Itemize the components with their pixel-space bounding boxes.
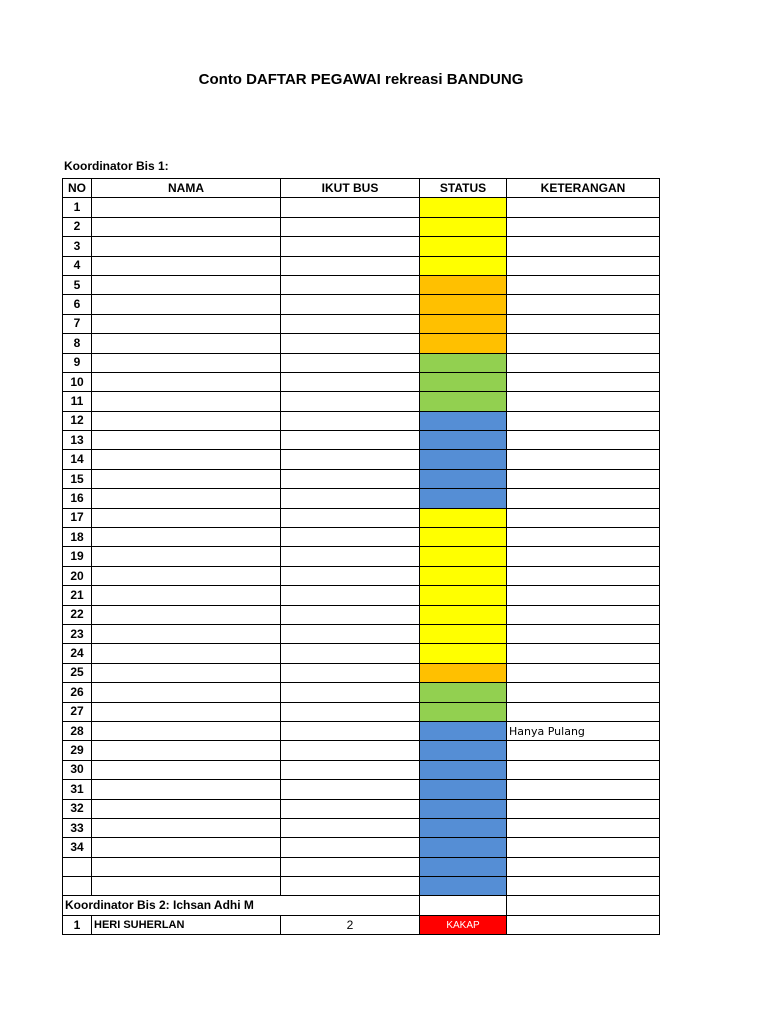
cell-status[interactable]: [420, 469, 507, 488]
cell-status[interactable]: [420, 586, 507, 605]
coordinator-bus-1-label: Koordinator Bis 1:: [64, 159, 169, 173]
table-row: [63, 624, 660, 643]
cell-nama[interactable]: [92, 295, 281, 314]
table-row: [63, 547, 660, 566]
cell-ikut-bus[interactable]: [281, 780, 420, 799]
cell-status[interactable]: [420, 256, 507, 275]
cell-ikut-bus[interactable]: [281, 702, 420, 721]
cell-ikut-bus[interactable]: 2: [281, 915, 420, 934]
cell-no[interactable]: 17: [63, 508, 92, 527]
cell-status[interactable]: [420, 372, 507, 391]
cell-nama[interactable]: [92, 528, 281, 547]
cell-keterangan[interactable]: [507, 915, 660, 934]
cell-nama[interactable]: [92, 353, 281, 372]
cell-ikut-bus[interactable]: [281, 237, 420, 256]
cell-no[interactable]: 6: [63, 295, 92, 314]
cell-status[interactable]: [420, 450, 507, 469]
cell-nama[interactable]: [92, 741, 281, 760]
cell-no[interactable]: 32: [63, 799, 92, 818]
cell-status[interactable]: [420, 663, 507, 682]
cell-no[interactable]: [63, 857, 92, 876]
cell-ikut-bus[interactable]: [281, 547, 420, 566]
cell-ikut-bus[interactable]: [281, 799, 420, 818]
cell-keterangan[interactable]: [507, 566, 660, 585]
cell-keterangan[interactable]: [507, 760, 660, 779]
cell-keterangan[interactable]: [507, 644, 660, 663]
cell-ikut-bus[interactable]: [281, 450, 420, 469]
cell-status[interactable]: [420, 644, 507, 663]
cell-status[interactable]: [420, 877, 507, 896]
cell-keterangan[interactable]: [507, 431, 660, 450]
cell-status[interactable]: [420, 760, 507, 779]
cell-nama[interactable]: [92, 469, 281, 488]
cell-status[interactable]: [420, 799, 507, 818]
coordinator-bus-2-row: [63, 896, 660, 915]
cell-no[interactable]: 24: [63, 644, 92, 663]
cell-status[interactable]: [420, 237, 507, 256]
cell-ikut-bus[interactable]: [281, 586, 420, 605]
cell-status[interactable]: [420, 489, 507, 508]
cell-no[interactable]: 2: [63, 217, 92, 236]
cell-nama[interactable]: [92, 275, 281, 294]
cell-ikut-bus[interactable]: [281, 372, 420, 391]
cell-status[interactable]: [420, 818, 507, 837]
cell-ikut-bus[interactable]: [281, 721, 420, 740]
cell-status[interactable]: [420, 857, 507, 876]
cell-no[interactable]: 29: [63, 741, 92, 760]
cell-no[interactable]: 8: [63, 334, 92, 353]
cell-no[interactable]: 26: [63, 683, 92, 702]
cell-ikut-bus[interactable]: [281, 624, 420, 643]
cell-nama[interactable]: [92, 198, 281, 217]
cell-no[interactable]: 9: [63, 353, 92, 372]
header-keterangan: KETERANGAN: [507, 179, 660, 198]
cell-no[interactable]: 16: [63, 489, 92, 508]
cell-nama[interactable]: [92, 644, 281, 663]
cell-nama[interactable]: [92, 780, 281, 799]
table-row: [63, 528, 660, 547]
cell-status[interactable]: [420, 217, 507, 236]
cell-status[interactable]: [420, 896, 507, 915]
cell-no[interactable]: 4: [63, 256, 92, 275]
status-badge[interactable]: KAKAP: [420, 915, 507, 934]
cell-no[interactable]: 27: [63, 702, 92, 721]
cell-no[interactable]: 22: [63, 605, 92, 624]
cell-no[interactable]: 7: [63, 314, 92, 333]
cell-status[interactable]: [420, 198, 507, 217]
cell-ikut-bus[interactable]: [281, 683, 420, 702]
table-row: [63, 857, 660, 876]
cell-ikut-bus[interactable]: [281, 392, 420, 411]
cell-ikut-bus[interactable]: [281, 275, 420, 294]
cell-ikut-bus[interactable]: [281, 469, 420, 488]
cell-keterangan[interactable]: [507, 508, 660, 527]
cell-ikut-bus[interactable]: [281, 644, 420, 663]
cell-no[interactable]: 18: [63, 528, 92, 547]
cell-no[interactable]: 30: [63, 760, 92, 779]
table-row: [63, 469, 660, 488]
table-row: [63, 780, 660, 799]
cell-nama[interactable]: [92, 256, 281, 275]
cell-nama[interactable]: [92, 818, 281, 837]
cell-status[interactable]: [420, 683, 507, 702]
cell-no[interactable]: 34: [63, 838, 92, 857]
table-row: [63, 489, 660, 508]
cell-status[interactable]: [420, 411, 507, 430]
cell-ikut-bus[interactable]: [281, 663, 420, 682]
cell-status[interactable]: [420, 721, 507, 740]
page-title: Conto DAFTAR PEGAWAI rekreasi BANDUNG: [198, 71, 524, 88]
cell-no[interactable]: 21: [63, 586, 92, 605]
cell-nama[interactable]: [92, 508, 281, 527]
cell-nama[interactable]: [92, 547, 281, 566]
table-row: [63, 431, 660, 450]
cell-ikut-bus[interactable]: [281, 566, 420, 585]
table-row: [63, 353, 660, 372]
table-row: [63, 877, 660, 896]
cell-ikut-bus[interactable]: [281, 741, 420, 760]
cell-status[interactable]: [420, 528, 507, 547]
cell-status[interactable]: [420, 780, 507, 799]
cell-no[interactable]: 14: [63, 450, 92, 469]
table-row: [63, 411, 660, 430]
cell-keterangan[interactable]: [507, 586, 660, 605]
coordinator-bus-2-label: Koordinator Bis 2: Ichsan Adhi M: [63, 896, 420, 915]
cell-ikut-bus[interactable]: [281, 431, 420, 450]
cell-nama[interactable]: [92, 237, 281, 256]
cell-nama[interactable]: [92, 838, 281, 857]
cell-no[interactable]: 19: [63, 547, 92, 566]
cell-status[interactable]: [420, 702, 507, 721]
cell-nama[interactable]: [92, 566, 281, 585]
cell-nama[interactable]: [92, 372, 281, 391]
cell-nama[interactable]: [92, 721, 281, 740]
cell-keterangan[interactable]: [507, 392, 660, 411]
cell-keterangan[interactable]: [507, 372, 660, 391]
table-row: [63, 275, 660, 294]
cell-keterangan[interactable]: [507, 605, 660, 624]
cell-keterangan[interactable]: [507, 450, 660, 469]
cell-keterangan[interactable]: [507, 353, 660, 372]
cell-nama[interactable]: [92, 799, 281, 818]
cell-nama[interactable]: [92, 411, 281, 430]
cell-nama[interactable]: [92, 857, 281, 876]
table-row: [63, 392, 660, 411]
cell-keterangan[interactable]: [507, 489, 660, 508]
cell-nama[interactable]: [92, 450, 281, 469]
table-row: [63, 586, 660, 605]
cell-status[interactable]: [420, 741, 507, 760]
cell-no[interactable]: 1: [63, 198, 92, 217]
cell-nama[interactable]: HERI SUHERLAN: [92, 915, 281, 934]
cell-keterangan[interactable]: [507, 237, 660, 256]
cell-keterangan[interactable]: [507, 198, 660, 217]
header-nama: NAMA: [92, 179, 281, 198]
cell-keterangan[interactable]: [507, 780, 660, 799]
table-row: [63, 605, 660, 624]
cell-ikut-bus[interactable]: [281, 217, 420, 236]
cell-ikut-bus[interactable]: [281, 334, 420, 353]
cell-nama[interactable]: [92, 217, 281, 236]
employee-table: [62, 178, 660, 935]
cell-keterangan[interactable]: [507, 314, 660, 333]
table-row: [63, 508, 660, 527]
cell-ikut-bus[interactable]: [281, 838, 420, 857]
cell-nama[interactable]: [92, 624, 281, 643]
cell-status[interactable]: [420, 508, 507, 527]
cell-ikut-bus[interactable]: [281, 295, 420, 314]
cell-no[interactable]: 23: [63, 624, 92, 643]
cell-keterangan[interactable]: [507, 295, 660, 314]
table-row: [63, 372, 660, 391]
cell-keterangan[interactable]: [507, 256, 660, 275]
cell-keterangan[interactable]: [507, 818, 660, 837]
cell-status[interactable]: [420, 547, 507, 566]
cell-no[interactable]: 15: [63, 469, 92, 488]
table-row: [63, 566, 660, 585]
cell-status[interactable]: [420, 624, 507, 643]
cell-no[interactable]: 13: [63, 431, 92, 450]
cell-keterangan[interactable]: [507, 663, 660, 682]
cell-nama[interactable]: [92, 334, 281, 353]
table-row: [63, 256, 660, 275]
cell-no[interactable]: 12: [63, 411, 92, 430]
cell-keterangan[interactable]: [507, 217, 660, 236]
cell-ikut-bus[interactable]: [281, 198, 420, 217]
cell-no[interactable]: 11: [63, 392, 92, 411]
cell-no[interactable]: 1: [63, 915, 92, 934]
cell-nama[interactable]: [92, 663, 281, 682]
cell-ikut-bus[interactable]: [281, 877, 420, 896]
cell-ikut-bus[interactable]: [281, 857, 420, 876]
table-row: [63, 663, 660, 682]
cell-ikut-bus[interactable]: [281, 760, 420, 779]
cell-keterangan[interactable]: [507, 624, 660, 643]
cell-status[interactable]: [420, 431, 507, 450]
cell-keterangan[interactable]: [507, 683, 660, 702]
cell-keterangan[interactable]: [507, 547, 660, 566]
cell-keterangan[interactable]: [507, 334, 660, 353]
table-row: [63, 334, 660, 353]
cell-keterangan[interactable]: [507, 469, 660, 488]
header-no: NO: [63, 179, 92, 198]
cell-ikut-bus[interactable]: [281, 605, 420, 624]
cell-ikut-bus[interactable]: [281, 411, 420, 430]
cell-no[interactable]: 25: [63, 663, 92, 682]
cell-nama[interactable]: [92, 605, 281, 624]
table-row: [63, 450, 660, 469]
cell-keterangan[interactable]: [507, 275, 660, 294]
cell-no[interactable]: 10: [63, 372, 92, 391]
table-row: [63, 838, 660, 857]
cell-ikut-bus[interactable]: [281, 314, 420, 333]
table-row: [63, 915, 660, 934]
table-row: [63, 760, 660, 779]
header-status: STATUS: [420, 179, 507, 198]
cell-nama[interactable]: [92, 392, 281, 411]
cell-keterangan[interactable]: [507, 857, 660, 876]
cell-ikut-bus[interactable]: [281, 528, 420, 547]
cell-keterangan[interactable]: [507, 838, 660, 857]
cell-ikut-bus[interactable]: [281, 353, 420, 372]
table-row: [63, 702, 660, 721]
cell-status[interactable]: [420, 392, 507, 411]
cell-keterangan[interactable]: [507, 741, 660, 760]
cell-nama[interactable]: [92, 586, 281, 605]
cell-keterangan[interactable]: [507, 877, 660, 896]
cell-ikut-bus[interactable]: [281, 818, 420, 837]
cell-nama[interactable]: [92, 877, 281, 896]
cell-no[interactable]: 28: [63, 721, 92, 740]
cell-status[interactable]: [420, 295, 507, 314]
cell-no[interactable]: 5: [63, 275, 92, 294]
cell-keterangan[interactable]: [507, 896, 660, 915]
cell-keterangan[interactable]: [507, 528, 660, 547]
table-row: [63, 644, 660, 663]
cell-status[interactable]: [420, 566, 507, 585]
cell-status[interactable]: [420, 314, 507, 333]
table-row: [63, 314, 660, 333]
cell-status[interactable]: [420, 838, 507, 857]
cell-nama[interactable]: [92, 314, 281, 333]
cell-keterangan[interactable]: [507, 702, 660, 721]
cell-keterangan[interactable]: Hanya Pulang: [507, 721, 660, 740]
cell-no[interactable]: 33: [63, 818, 92, 837]
cell-status[interactable]: [420, 605, 507, 624]
cell-no[interactable]: 20: [63, 566, 92, 585]
cell-status[interactable]: [420, 334, 507, 353]
table-row: [63, 295, 660, 314]
cell-nama[interactable]: [92, 760, 281, 779]
cell-status[interactable]: [420, 275, 507, 294]
cell-no[interactable]: [63, 877, 92, 896]
cell-ikut-bus[interactable]: [281, 489, 420, 508]
table-row: [63, 799, 660, 818]
cell-nama[interactable]: [92, 702, 281, 721]
cell-no[interactable]: 31: [63, 780, 92, 799]
cell-keterangan[interactable]: [507, 799, 660, 818]
table-row: [63, 818, 660, 837]
cell-keterangan[interactable]: [507, 411, 660, 430]
cell-no[interactable]: 3: [63, 237, 92, 256]
table-row: [63, 217, 660, 236]
cell-status[interactable]: [420, 353, 507, 372]
cell-nama[interactable]: [92, 683, 281, 702]
table-row: [63, 198, 660, 217]
table-row: [63, 741, 660, 760]
table-row: [63, 237, 660, 256]
cell-nama[interactable]: [92, 431, 281, 450]
table-row: [63, 683, 660, 702]
cell-nama[interactable]: [92, 489, 281, 508]
table-row: [63, 721, 660, 740]
header-ikut-bus: IKUT BUS: [281, 179, 420, 198]
cell-ikut-bus[interactable]: [281, 256, 420, 275]
header-row: [63, 179, 660, 198]
cell-ikut-bus[interactable]: [281, 508, 420, 527]
